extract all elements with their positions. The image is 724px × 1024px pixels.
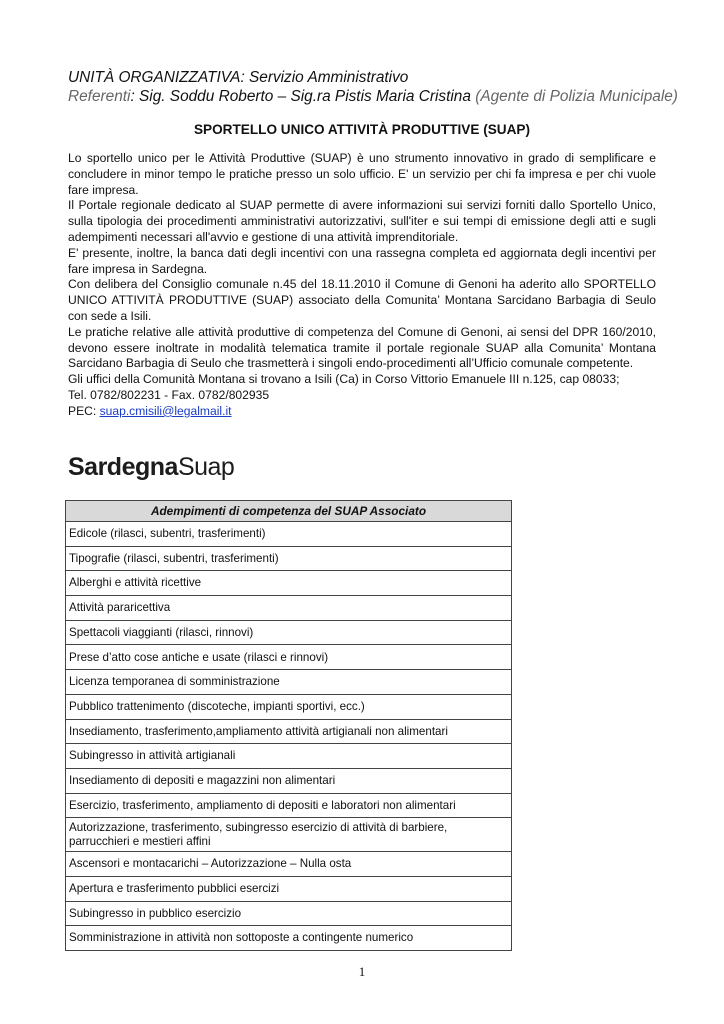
table-cell: Insediamento di depositi e magazzini non alimentari: [66, 768, 512, 793]
paragraph-incentives: E' presente, inoltre, la banca dati degli incentivi con una rassegna completa ed aggiornata degli incentivi per fare impresa in Sardegna.: [68, 245, 656, 276]
table-cell: Prese d’atto cose antiche e usate (rilasci e rinnovi): [66, 645, 512, 670]
table-cell: Licenza temporanea di somministrazione: [66, 670, 512, 695]
table-cell: Autorizzazione, trasferimento, subingresso esercizio di attività di barbiere, parrucchieri e mestieri affini: [66, 818, 512, 852]
body-text: [68, 151, 656, 420]
table-row: [66, 901, 512, 926]
pec-label: PEC:: [68, 403, 100, 418]
table-header-row: [66, 501, 512, 522]
logo-text-sardegna: Sardegna: [68, 453, 178, 481]
table-cell: Tipografie (rilasci, subentri, trasferimenti): [66, 546, 512, 571]
page-title: SPORTELLO UNICO ATTIVITÀ PRODUTTIVE (SUAP): [193, 122, 531, 137]
table-row: [66, 546, 512, 571]
table-cell: Edicole (rilasci, subentri, trasferimenti): [66, 522, 512, 547]
table-cell: Subingresso in attività artigianali: [66, 744, 512, 769]
organizational-unit-line: UNITÀ ORGANIZZATIVA: Servizio Amministrativo: [68, 69, 409, 86]
referents-note: (Agente di Polizia Municipale): [475, 88, 678, 105]
table-row: [66, 522, 512, 547]
table-row: [66, 852, 512, 877]
table-row: [66, 926, 512, 951]
paragraph-pec: [68, 404, 656, 420]
table-row: [66, 768, 512, 793]
table-cell: Subingresso in pubblico esercizio: [66, 901, 512, 926]
page-number: 1: [358, 964, 366, 979]
suap-tasks-table: [65, 500, 512, 951]
table-row: [66, 596, 512, 621]
table-cell: Alberghi e attività ricettive: [66, 571, 512, 596]
table-row: [66, 719, 512, 744]
table-cell: Spettacoli viaggianti (rilasci, rinnovi): [66, 620, 512, 645]
table-row: [66, 818, 512, 852]
sardegna-suap-logo: [68, 451, 234, 483]
table-row: [66, 670, 512, 695]
paragraph-offices: Gli uffici della Comunità Montana si trovano a Isili (Ca) in Corso Vittorio Emanuele III n.125, cap 08033;: [68, 372, 620, 387]
table-cell: Apertura e trasferimento pubblici esercizi: [66, 876, 512, 901]
paragraph-procedures: Le pratiche relative alle attività produttive di competenza del Comune di Genoni, ai sensi del DPR 160/2010, devono essere inoltrate in modalità telematica tramite il portale regionale SUAP alla Comunita’ Montana Sarcidano Barbagia di Seulo che trasmetterà i singoli endo-procedimenti all’Ufficio comunale competente.: [68, 324, 656, 371]
table-row: [66, 694, 512, 719]
paragraph-intro: Lo sportello unico per le Attività Produttive (SUAP) è uno strumento innovativo in grado di semplificare e concludere in minor tempo le pratiche presso un solo ufficio. E' un servizio per chi fa impresa e per chi vuole fare impresa.: [68, 151, 656, 197]
referents-names: : Sig. Soddu Roberto – Sig.ra Pistis Maria Cristina: [130, 88, 471, 105]
pec-email-link[interactable]: suap.cmisili@legalmail.it: [99, 403, 232, 418]
table-cell: Pubblico trattenimento (discoteche, impianti sportivi, ecc.): [66, 694, 512, 719]
table-cell: Somministrazione in attività non sottoposte a contingente numerico: [66, 926, 512, 951]
logo-text-suap: Suap: [177, 453, 235, 481]
table-cell: Insediamento, trasferimento,ampliamento attività artigianali non alimentari: [66, 719, 512, 744]
paragraph-resolution: Con delibera del Consiglio comunale n.45 del 18.11.2010 il Comune di Genoni ha aderito allo SPORTELLO UNICO ATTIVITÀ PRODUTTIVE (SUAP) associato della Comunita’ Montana Sarcidano Barbagia di Seulo con sede a Isili.: [68, 277, 656, 323]
table-row: [66, 876, 512, 901]
table-row: [66, 645, 512, 670]
table-row: [66, 793, 512, 818]
table-cell: Attività pararicettiva: [66, 596, 512, 621]
referents-line: [68, 87, 678, 106]
referents-label: Referenti: [68, 88, 131, 105]
table-header-cell: Adempimenti di competenza del SUAP Associato: [66, 501, 512, 522]
table-cell: Ascensori e montacarichi – Autorizzazione – Nulla osta: [66, 852, 512, 877]
paragraph-portal: Il Portale regionale dedicato al SUAP permette di avere informazioni sui servizi forniti dallo Sportello Unico, sulla tipologia dei procedimenti amministrativi autorizzativi, sull'iter e sui tempi di emissione degli atti e sugli adempimenti necessari all'avvio e gestione di una attività imprenditoriale.: [68, 198, 656, 244]
table-cell: Esercizio, trasferimento, ampliamento di depositi e laboratori non alimentari: [66, 793, 512, 818]
table-row: [66, 744, 512, 769]
paragraph-phone: Tel. 0782/802231 - Fax. 0782/802935: [68, 387, 270, 402]
table-row: [66, 620, 512, 645]
table-row: [66, 571, 512, 596]
